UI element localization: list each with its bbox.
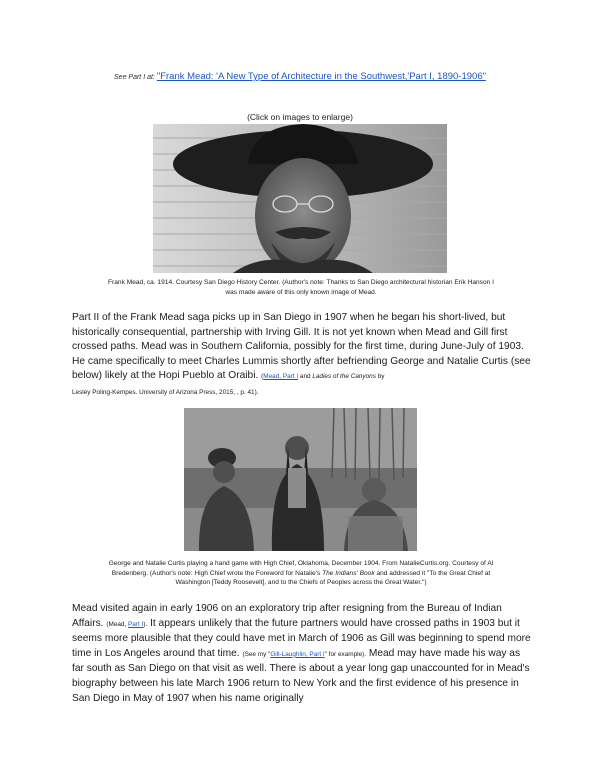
paragraph-text: It appears unlikely that the future partners would have crossed paths in 1903 but it seems more plausible that they could have met in March of 1906 as Gill was beginning to spend more time in Los Angeles around that time. — [72, 617, 531, 659]
curtis-hand-game-photo[interactable] — [184, 408, 417, 551]
caption-line: Frank Mead, ca. 1914. Courtesy San Diego History Center. (Author's note: Thanks to San Diego architectural historian Erik Hanson I — [108, 279, 494, 286]
frank-mead-photo[interactable] — [153, 124, 447, 273]
book-title: Ladies of the Canyons — [312, 373, 376, 381]
reference-by: by — [375, 373, 385, 381]
see-part-line — [0, 71, 600, 82]
mead-part-one-link[interactable]: Mead, Part I — [263, 373, 299, 381]
part-one-inline-link[interactable]: Part I — [128, 620, 144, 628]
caption-line: George and Natalie Curtis playing a hand game with High Chief, Oklahoma, December 1904. From NatalieCurtis.org. Courtesy of Al — [108, 560, 494, 567]
click-to-enlarge-note: (Click on images to enlarge) — [247, 112, 353, 122]
caption-line: Bredenberg. (Author's note: High Chief wrote the Foreword for Natalie's — [111, 569, 323, 577]
reference-close: ). — [143, 620, 148, 628]
reference-open: (See my " — [242, 650, 271, 658]
frank-mead-caption — [68, 278, 534, 297]
reference-and: and — [298, 373, 313, 381]
book-title: The Indians' Book — [322, 569, 375, 577]
gill-laughlin-link[interactable]: Gill-Laughlin, Part I — [270, 650, 325, 658]
reference-citation: Lesley Poling-Kempes. University of Arizona Press, 2015, , p. 41). — [72, 388, 259, 396]
see-part-label: See Part I at: — [114, 74, 155, 81]
paragraph-text: Mead may have made his way as far south as San Diego on that visit as well. There is about a year long gap unaccounted for in Mead's biography between his late March 1906 return to New York and the first evidence of his presence in San Diego in May of 1907 when his name originally — [72, 647, 530, 704]
reference-close: " for example). — [324, 650, 367, 658]
part-one-link[interactable]: "Frank Mead: 'A New Type of Architecture in the Southwest,'Part I, 1890-1906" — [156, 71, 486, 82]
caption-line: Washington [Teddy Roosevelt], and to the Chiefs of Peoples across the Great Water.") — [175, 579, 427, 587]
paragraph-text: Part II of the Frank Mead saga picks up in San Diego in 1907 when he began his short-lived, but historically consequential, partnership with Irving Gill. It is not yet known when Mead and Gill first crossed paths. Mead was in Southern California, possibly for the first time, during June-July of 1903. He came specifically to meet Charles Lummis shortly after befriending George and Natalie Curtis (see below) likely at the Hopi Pueblo at Oraibi. — [72, 312, 531, 382]
reference-open: ( — [261, 373, 264, 381]
reference-open: (Mead, — [106, 620, 129, 628]
caption-line: was made aware of this only known image of Mead. — [225, 288, 377, 296]
caption-line: and addressed it "To the Great Chief at — [374, 569, 491, 577]
paragraph-part-two-intro — [72, 311, 532, 401]
paragraph-mead-1906-visit — [72, 602, 532, 706]
paragraph-text: Mead visited again in early 1906 on an exploratory trip after resigning from the Bureau of Indian Affairs. — [72, 603, 502, 629]
curtis-photo-caption — [68, 559, 534, 588]
